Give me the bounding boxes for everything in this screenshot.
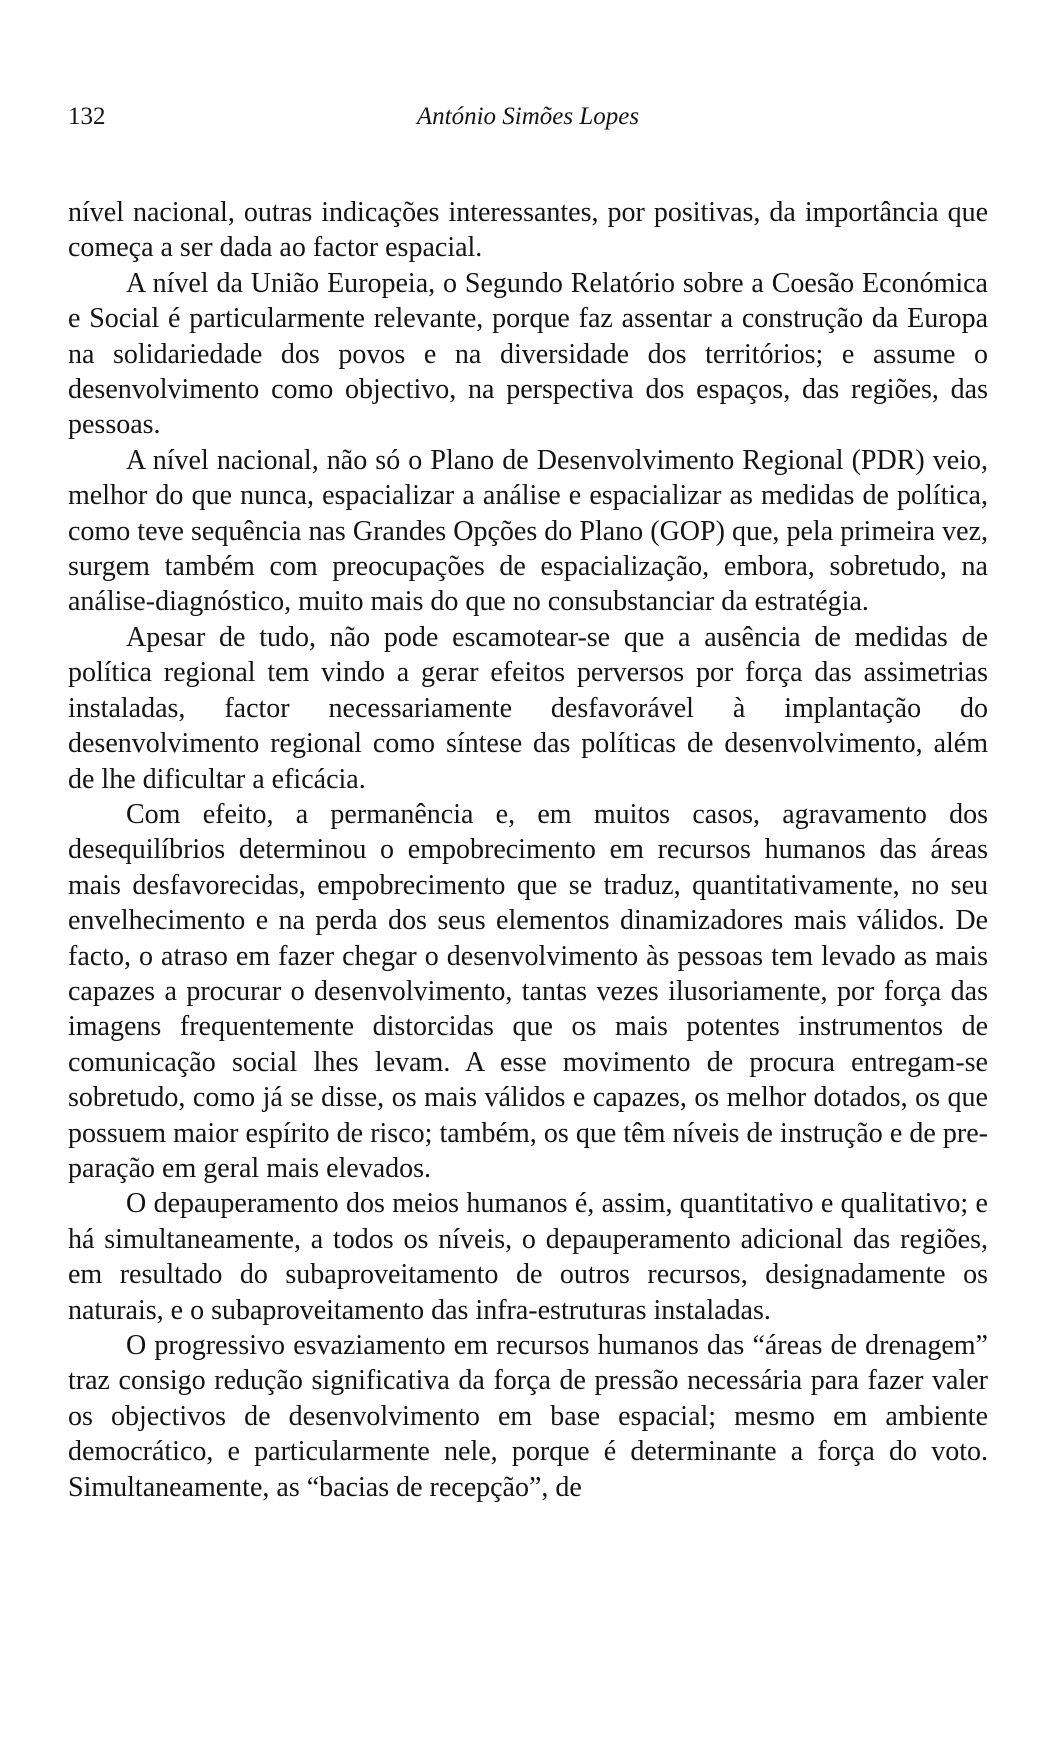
paragraph-continued: nível nacional, outras indicações interessantes, por positivas, da importância que começa a ser dada ao factor espacial. [68, 197, 988, 264]
paragraph: A nível da União Europeia, o Segundo Relatório sobre a Coesão Económica e Social é particularmente relevante, porque faz assentar a construção da Europa na solidariedade dos povos e na diversidade dos territórios; e assume o desenvolvimento como objectivo, na perspectiva dos espaços, das regiões, das pessoas. [68, 267, 988, 441]
page-number: 132 [68, 103, 106, 130]
paragraph: O progressivo esvaziamento em recursos humanos das “áreas de drenagem” traz consigo redução significativa da força de pressão necessária para fazer valer os objectivos de desenvolvimento em base espacial; mesmo em ambiente democrático, e particularmente nele, porque é determinante a força do voto. Simultaneamente, as “bacias de recepção”, de [68, 1330, 988, 1503]
paragraph: Com efeito, a permanência e, em muitos casos, agravamento dos desequilíbrios determinou o empobrecimento em recursos humanos das áreas mais desfavorecidas, empobrecimento que se traduz, quantitativamente, no seu envelhecimento e na perda dos seus elementos dinamizadores mais válidos. De facto, o atraso em fazer chegar o desenvolvimento às pessoas tem levado as mais capazes a procurar o desenvolvimento, tantas vezes ilusoriamente, por força das imagens frequentemente distorcidas que os mais potentes instrumentos de comunicação social lhes levam. A esse movimento de procura entregam-se sobretudo, como já se disse, os mais válidos e capazes, os melhor dotados, os que possuem maior espírito de risco; também, os que têm níveis de instrução e de preparação em geral mais elevados. [68, 798, 988, 1184]
running-head-author: António Simões Lopes [416, 103, 640, 130]
page-header [68, 100, 988, 134]
paragraph: Apesar de tudo, não pode escamotear-se que a ausência de medidas de política regional tem vindo a gerar efeitos perversos por força das assimetrias instaladas, factor necessariamente desfavorável à implantação do desenvolvimento regional como síntese das políticas de desenvolvimento, além de lhe dificultar a eficácia. [68, 621, 988, 795]
paragraph: A nível nacional, não só o Plano de Desenvolvimento Regional (PDR) veio, melhor do que nunca, espacializar a análise e espacializar as medidas de política, como teve sequência nas Grandes Opções do Plano (GOP) que, pela primeira vez, surgem também com preocupações de espacialização, embora, sobretudo, na análise-diagnóstico, muito mais do que no consubstanciar da estratégia. [68, 444, 988, 618]
body-text [68, 195, 988, 1505]
paragraph: O depauperamento dos meios humanos é, assim, quantitativo e qualitativo; e há simultaneamente, a todos os níveis, o depauperamento adicional das regiões, em resultado do subaproveitamento de outros recursos, designadamente os naturais, e o subaproveitamento das infra-estruturas instaladas. [68, 1188, 988, 1326]
